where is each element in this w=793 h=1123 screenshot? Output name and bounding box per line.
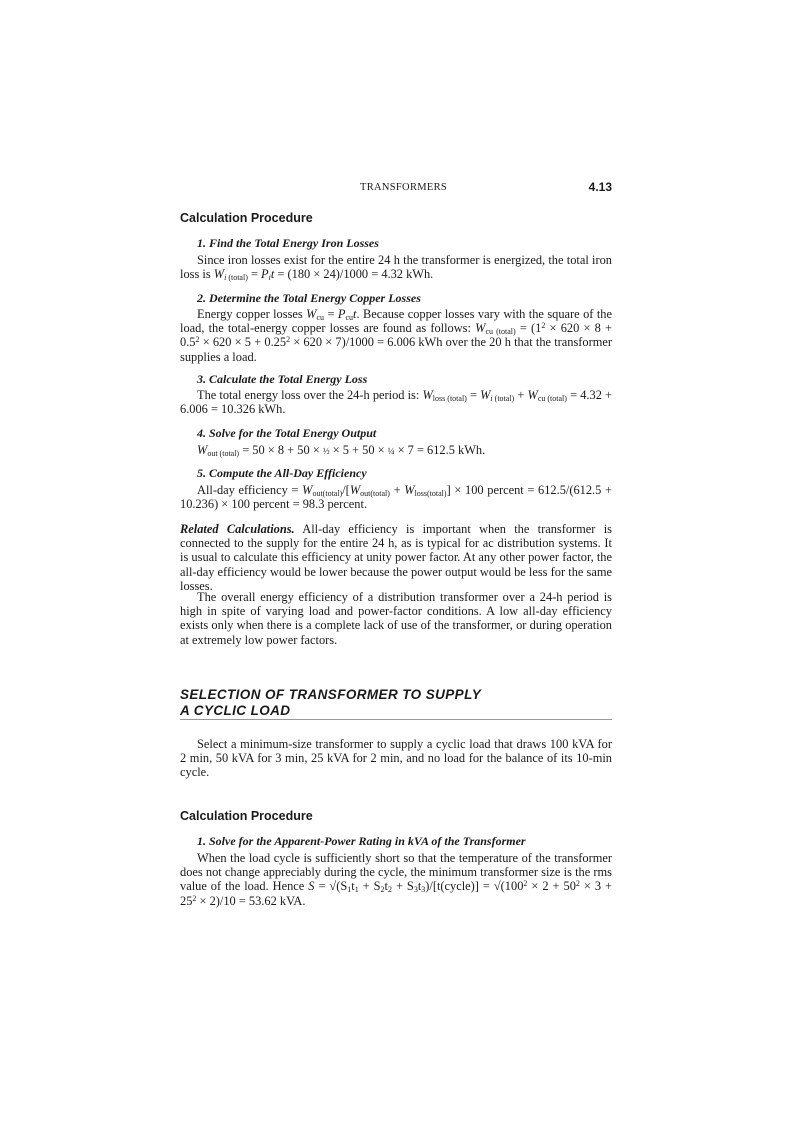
section-title-line2: A CYCLIC LOAD (180, 703, 291, 718)
step4-text: $W_{out (total)} = 50 \times 8 + 50$ × ½ × 5 + 50 × ¼ × 7 = 612.5 kWh. (197, 443, 486, 458)
running-head (180, 180, 612, 196)
step3-text: The total energy loss over the 24-h period is: $W_{loss (total)} = W_{i (total)} + W_{cu (total)} = 4.32 + 6.006 = 10.326$ kWh. (180, 388, 613, 417)
problem-statement: Select a minimum-size transformer to supply a cyclic load that draws 100 kVA for 2 min, 50 kVA for 3 min, 25 kVA for 2 min, and no load for the balance of its 10-min cycle. (180, 737, 612, 780)
page-number: 4.13 (588, 180, 612, 194)
step5-title: 5. Compute the All-Day Efficiency (197, 466, 367, 480)
section-divider (180, 719, 612, 720)
step2-text: Energy copper losses $W_{cu} = P_{cu}t$. Because copper losses vary with the square of the load, the total-energy copper losses are found as follows: $W_{cu (total)} = (1^2 \times 620 \times 8 + 0.5^2 \times 620 \times 5 + 0.25^2 \times 620 \times 7)/1000 = 6.006$ kWh over the 20 h that the transformer supplies a load. (180, 307, 613, 364)
step3-title: 3. Calculate the Total Energy Loss (197, 372, 368, 386)
related-paragraph-2: The overall energy efficiency of a distribution transformer over a 24-h period is high in spite of varying load and power-factor conditions. A low all-day efficiency exists only when there is a complete lack of use of the transformer, or during operation at extremely low power factors. (180, 590, 612, 647)
calc2-step1-text: When the load cycle is sufficiently short so that the temperature of the transformer does not change appreciably during the cycle, the minimum transformer size is the rms value of the load. Hence $S = √(S_1t_1 + S_2t_2$ + $S_3t_3)/[t(cycle)] = √(100^2 \times 2 + 50^2 \times 3 + 25^2 \times 2)/10 = 53.62$ kVA. (180, 851, 612, 908)
related-calculations: Related Calculations. All-day efficiency is important when the transformer is connected to the supply for the entire 24 h, as is typical for ac distribution systems. It is usual to calculate this efficiency at unity power factor. At any other power factor, the all-day efficiency would be lower because the power output would be less for the same losses. (180, 522, 612, 593)
calc-procedure-heading-2: Calculation Procedure (180, 809, 313, 823)
step2-title: 2. Determine the Total Energy Copper Losses (197, 291, 421, 305)
step1-text: Since iron losses exist for the entire 24 h the transformer is energized, the total iron loss is $W_{i (total)} = P_it = (180 \times 24)/1000 = 4.32$ kWh. (180, 253, 612, 283)
calc2-step1-title: 1. Solve for the Apparent-Power Rating in kVA of the Transformer (197, 834, 526, 848)
step4-title: 4. Solve for the Total Energy Output (197, 426, 377, 440)
step5-text: All-day efficiency = $W_{out(total)}/[W_{out(total)} + W_{loss(total)}] \times 100$ percent = 612.5/(612.5 + 10.236) × 100 percent = 98.3 percent. (180, 483, 612, 512)
calc-procedure-heading: Calculation Procedure (180, 211, 313, 225)
running-title: TRANSFORMERS (360, 182, 448, 193)
section-title-line1: SELECTION OF TRANSFORMER TO SUPPLY (180, 687, 482, 702)
section-title (180, 687, 481, 719)
related-label: Related Calculations. (180, 522, 295, 536)
step1-title: 1. Find the Total Energy Iron Losses (197, 236, 379, 250)
